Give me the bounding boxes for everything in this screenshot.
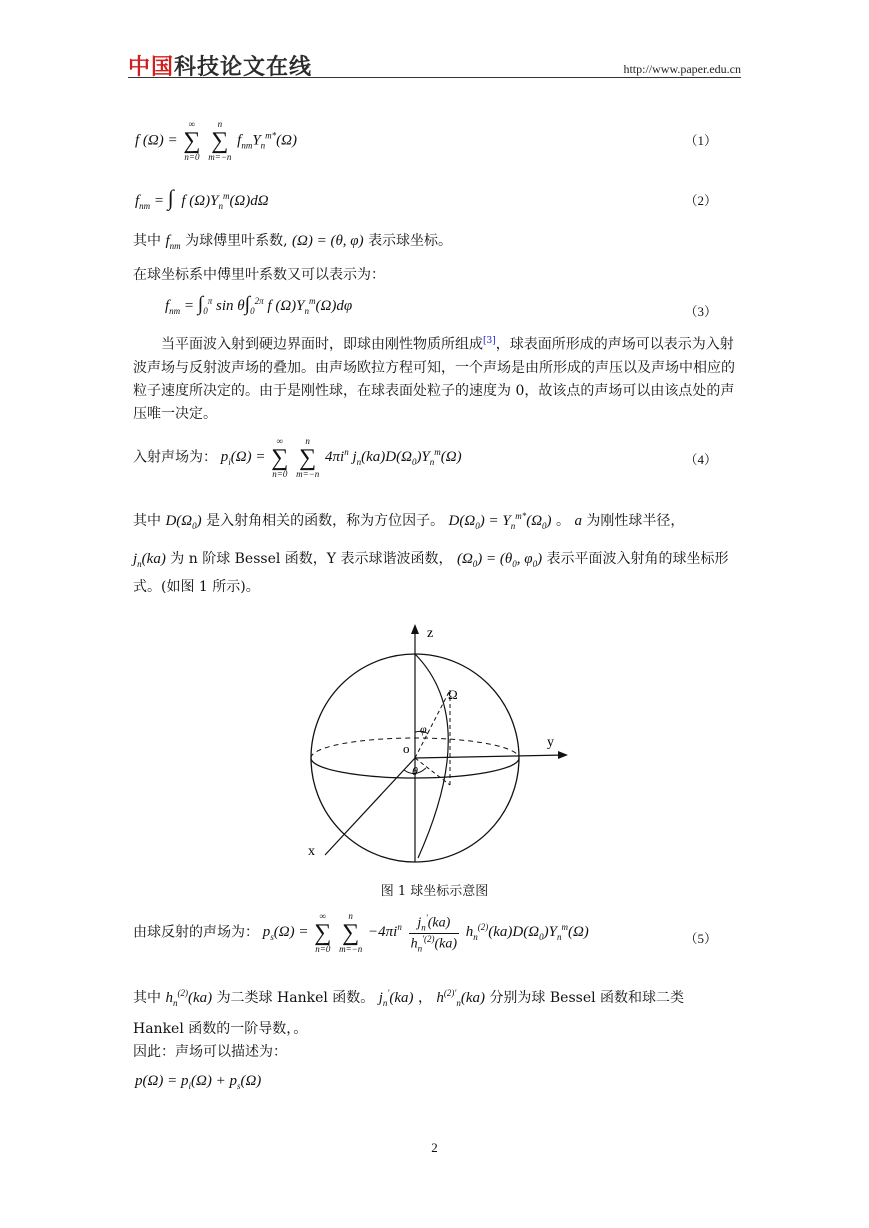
paragraph-1 [133, 230, 739, 258]
label-y: y [547, 735, 554, 750]
eq5-label: 由球反射的声场为： [133, 924, 259, 941]
p6-math-jn-prime: $j_n'(ka)$ [378, 988, 414, 1008]
p4-math-a: a [574, 513, 582, 529]
p5-part-b: 表示平面波入射角的球坐标形式。(如图 1 所示)。 [133, 551, 729, 595]
paragraph-6-cont: Hankel 函数的一阶导数，。 [133, 1021, 308, 1037]
label-phi: φ [420, 722, 427, 736]
paragraph-2: 在球坐标系中傅里叶系数又可以表示为： [133, 267, 385, 283]
p4-math-d: $D(\Omega_0)$ [165, 513, 202, 531]
paragraph-5 [133, 548, 739, 599]
equation-4-number: （4） [684, 452, 717, 467]
header-rule [128, 77, 741, 78]
y-axis [415, 755, 565, 758]
x-axis [325, 758, 415, 855]
figure-caption: 图 1 球坐标示意图 [380, 884, 489, 899]
label-origin: o [403, 741, 410, 756]
p5-part-a: 为 n 阶球 Bessel 函数，Y 表示球谐波函数， [170, 551, 453, 567]
p1-math-fnm: $f_{nm}$ [165, 233, 181, 251]
equation-1: f (Ω) = ∞ ∑ n=0 n ∑ m=−n $f_{nm}Y_n^{m*}(\Omega)$ [135, 119, 298, 162]
paragraph-6 [133, 982, 739, 1015]
p4-part-c: 。 [556, 513, 570, 529]
paragraph-3 [133, 330, 739, 426]
p1-part-c: 表示球坐标。 [368, 233, 453, 249]
p4-part-b: 是入射角相关的函数，称为方位因子。 [206, 513, 445, 529]
label-omega: Ω [448, 687, 458, 702]
p6-math-hn: $h_n^{(2)}(ka)$ [165, 988, 213, 1008]
p1-part-b: 为球傅里叶系数, [185, 233, 288, 249]
equation-1-number: （1） [684, 133, 717, 148]
logo-part-1: 中国 [128, 55, 175, 80]
label-theta: θ [412, 764, 418, 778]
p5-math-omega0: $(\Omega_0) = (\theta_0$, $\varphi_0$) [456, 551, 543, 569]
p3-part-b: ，球表面所形成的声场可以表示为入射波声场与反射波声场的叠加。由声场欧拉方程可知，一个声场是由所形成的声压以及声场中相应的粒子速度所决定的。由于是刚性球，在球表面处粒子的速度为 0，故该点的声场可以由该点处的声压唯一决定。 [133, 336, 735, 422]
p6-part-b: 为二类球 Hankel 函数。 [216, 990, 375, 1006]
equation-5-number: （5） [684, 931, 717, 946]
p6-math-h-prime: $h^{(2)'}_n(ka)$ [436, 988, 485, 1008]
equation-2-number: （2） [684, 193, 717, 208]
equation-3: $f_{nm} = \int_0^\pi$ $\sin \theta\int_0^{2\pi}$ f $(\Omega)Y_n^m(\Omega)d\varphi$ [165, 293, 353, 316]
meridian [415, 654, 448, 858]
p6-part-a: 其中 [133, 990, 161, 1006]
p3-part-a: 当平面波入射到硬边界面时，即球由刚性物质所组成 [161, 336, 483, 353]
equation-4: 入射声场为： $p_i(\Omega)$ = ∞ ∑ n=0 n ∑ m=−n $4\pi i^n$ $j_n(ka)D(\Omega_0)Y_n^m(\Omega)$ [133, 436, 462, 479]
eq4-label: 入射声场为： [133, 449, 217, 466]
equation-5: 由球反射的声场为： $p_s(\Omega)$ = ∞ ∑ n=0 n ∑ m=−n $-4\pi i^n$ $\frac{j_n'(ka)}{h_n^{'(2)}(ka)}$ $h_n^{(2)}(ka)D(\Omega_0)Y_n^m(\Omega)$ [133, 911, 589, 954]
sphere-coordinate-figure [300, 620, 570, 870]
paragraph-4 [133, 505, 739, 538]
p6-part-d: 分别为球 Bessel 函数和球二类 [489, 990, 685, 1006]
z-arrow [411, 624, 419, 634]
p1-math-omega: (Ω) = (θ, φ) [291, 233, 364, 249]
label-z: z [427, 626, 434, 641]
label-x: x [308, 844, 315, 859]
page-number: 2 [431, 1140, 438, 1155]
equation-3-number: （3） [684, 304, 717, 319]
y-arrow [558, 751, 568, 759]
p4-part-d: 为刚性球半径， [586, 513, 685, 529]
logo-part-2: 科技论文在线 [174, 55, 313, 80]
equation-2: $f_{nm}$ = ∫ f $(\Omega)Y_n^m(\Omega)d\Omega$ [135, 185, 269, 211]
p4-math-d-def: $D(\Omega_0) = Y_n^{m*}(\Omega_0)$ [448, 511, 552, 531]
p6-part-c: ， [417, 990, 432, 1006]
p3-citation[interactable]: [3] [483, 336, 496, 346]
equation-total-pressure: $p(\Omega) = p_i(\Omega) + p_s(\Omega)$ [135, 1073, 262, 1091]
p4-part-a: 其中 [133, 513, 161, 529]
paragraph-7: 因此：声场可以描述为： [133, 1044, 287, 1060]
p5-math-jn: $j_n(ka)$ [133, 551, 166, 569]
header-url[interactable]: http://www.paper.edu.cn [623, 62, 741, 76]
p1-part-a: 其中 [133, 233, 161, 249]
